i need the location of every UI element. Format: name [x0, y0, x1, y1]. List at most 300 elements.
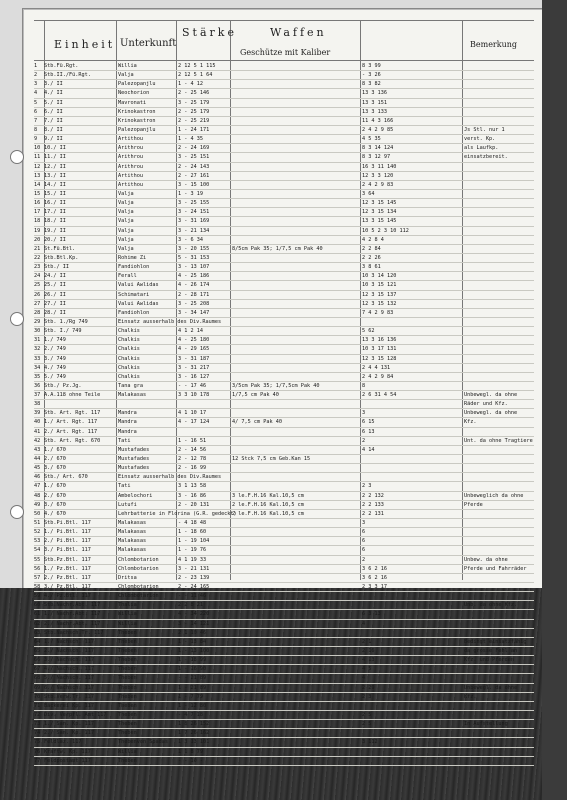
table-row [34, 254, 534, 263]
cell-strength: 1 - 13 100 [178, 648, 210, 654]
cell-strength: 3 - 25 208 [178, 300, 210, 307]
cell-unit: Stb.Nachsch.Tr. 117 [44, 629, 104, 636]
cell-unit: 4./ 749 [44, 364, 66, 371]
cell-nr: 17 [34, 209, 41, 216]
table-row [34, 693, 534, 702]
cell-unit: Stb. Art. Rgt. 670 [44, 437, 101, 444]
cell-mg: 8 3 82 [362, 81, 381, 88]
cell-origin: Artithou [118, 172, 143, 179]
cell-mg: 10 3 15 121 [362, 282, 397, 289]
cell-guns: 12 Stck 7,5 cm Geb.Kan 15 [232, 456, 311, 463]
cell-strength: 1 - 16 90 [178, 666, 207, 673]
cell-nr: 74 [34, 730, 41, 737]
table-row [34, 245, 534, 254]
cell-unit: 1./ San. Kp. 117 [44, 721, 94, 728]
table-row [34, 144, 534, 153]
cell-strength: 2 - 25 219 [178, 117, 210, 124]
cell-strength: 3 - 25 179 [178, 99, 210, 106]
table-row [34, 620, 534, 629]
table-row [34, 629, 534, 638]
cell-nr: 51 [34, 520, 41, 527]
table-row [34, 501, 534, 510]
cell-strength: 3 - 24 151 [178, 209, 210, 216]
cell-mg: 2 16 [362, 648, 375, 654]
cell-strength: 4 - 17 124 [178, 419, 210, 426]
table-row [34, 473, 534, 482]
cell-strength: 3 - 21 134 [178, 227, 210, 234]
table-row [34, 391, 534, 400]
cell-origin: Valja [118, 190, 134, 197]
cell-mg: 8 [362, 382, 366, 389]
cell-strength: 4 - 29 165 [178, 346, 210, 353]
cell-origin: Dritsa [118, 574, 137, 581]
cell-unit: 5./ Nachsch. 117 [44, 675, 94, 682]
cell-nr: 47 [34, 483, 41, 490]
cell-nr: 16 [34, 200, 41, 207]
table-row [34, 263, 534, 272]
table-row [34, 428, 534, 437]
cell-origin: Theben [118, 721, 137, 728]
cell-mg: - 3 26 [362, 72, 381, 79]
table-row [34, 418, 534, 427]
cell-strength: 2 - 12 78 [178, 456, 207, 463]
cell-origin: Valja [118, 236, 134, 243]
cell-mg: 7 4 2 9 83 [362, 309, 394, 316]
cell-mg: 4 2 8 4 [362, 236, 384, 243]
header-unit: Einheit [54, 38, 116, 51]
table-row [34, 684, 534, 693]
punch-hole [10, 505, 24, 519]
cell-unit: 5./ II [44, 99, 63, 106]
cell-nr: 4 [34, 90, 38, 97]
cell-origin: Thalia [118, 602, 137, 609]
cell-origin: Chlombotarion [118, 565, 159, 572]
cell-unit: 2./ San. Kp. 117 [44, 730, 94, 737]
cell-strength: 2 - 14 56 [178, 446, 207, 453]
cell-guns: 8/5cm Pak 35; 1/7,5 cm Pak 40 [232, 245, 323, 252]
table-row [34, 556, 534, 565]
header-remarks: Bemerkung [470, 40, 518, 49]
cell-nr: 43 [34, 446, 41, 453]
cell-nr: 39 [34, 410, 41, 417]
cell-strength: 1 - 4 12 [178, 81, 203, 88]
table-row [34, 437, 534, 446]
cell-origin: Valja [118, 227, 134, 234]
cell-mg: 2 1 [362, 638, 372, 645]
cell-origin: Mandra [118, 419, 137, 426]
cell-unit: 1./ Art. Rgt. 117 [44, 419, 98, 426]
cell-mg: 6 [362, 529, 366, 536]
cell-strength: 1 - 24 171 [178, 126, 210, 133]
cell-nr: 67 [34, 666, 41, 673]
ledger-rows [34, 62, 534, 766]
table-row [34, 638, 534, 647]
cell-nr: 54 [34, 547, 41, 554]
cell-origin: Theben [118, 657, 137, 664]
cell-mg: 6 3 13 [362, 611, 381, 618]
cell-unit: Stb.II./Fü.Rgt. [44, 72, 91, 79]
table-row [34, 300, 534, 309]
cell-origin: Theben [118, 693, 137, 700]
cell-strength: 3 - 16 127 [178, 373, 210, 380]
cell-strength: - 4 7 18 [178, 711, 203, 718]
cell-unit: 9./ II [44, 136, 63, 143]
cell-nr: 63 [34, 629, 41, 636]
cell-unit: 18./ II [44, 218, 66, 225]
cell-unit: 2./ 749 [44, 346, 66, 353]
cell-strength: 3 - 34 147 [178, 309, 210, 316]
cell-remark: Kfz. [464, 419, 477, 426]
cell-mg: 3 8 61 [362, 264, 381, 271]
cell-nr: 53 [34, 538, 41, 545]
table-row [34, 364, 534, 373]
cell-unit: 4./ Pz.Btl. 117 [44, 593, 91, 600]
cell-unit: 15./ II [44, 190, 66, 197]
cell-unit: 17./ II [44, 209, 66, 216]
table-row [34, 537, 534, 546]
cell-guns: 3 le.F.H.16 Kal.10,5 cm [232, 492, 304, 499]
cell-mg: 13 3 133 [362, 108, 387, 115]
cell-origin: Valja [118, 245, 134, 252]
table-row [34, 492, 534, 501]
cell-origin: Schimatari [118, 291, 150, 298]
table-row [34, 729, 534, 738]
cell-origin: Palezopanjlu [118, 126, 156, 133]
cell-strength: 2 - 28 171 [178, 291, 210, 298]
cell-origin: Malakasas [118, 520, 147, 527]
cell-strength: 3 - 21 131 [178, 565, 210, 572]
cell-remark: verst. Kp. [464, 136, 496, 143]
cell-origin: Theben [118, 684, 137, 691]
cell-origin: Arithrou [118, 145, 143, 152]
punch-hole [10, 150, 24, 164]
cell-strength: 4 - 25 186 [178, 273, 210, 280]
cell-origin: Mustafades [118, 446, 150, 453]
cell-strength: 2 - 20 131 [178, 501, 210, 508]
cell-mg: 12 3 15 132 [362, 300, 397, 307]
cell-mg: 2 3 [362, 483, 372, 490]
header-strength: Stärke [182, 26, 237, 39]
cell-mg: 2 2 26 [362, 254, 381, 261]
cell-strength: 3 - 13 107 [178, 264, 210, 271]
cell-mg: 8 3 12 97 [362, 154, 391, 161]
cell-guns: 2 le.F.H.16 Kal.10,5 cm [232, 510, 304, 517]
cell-strength: 4 - 26 174 [178, 282, 210, 289]
cell-nr: 35 [34, 373, 41, 380]
cell-nr: 14 [34, 181, 41, 188]
cell-nr: 65 [34, 648, 41, 654]
cell-unit: 28./ II [44, 309, 66, 316]
cell-origin: Mustafades [118, 465, 150, 472]
cell-unit: 2./ Pz.Btl. 117 [44, 574, 91, 581]
cell-nr: 32 [34, 346, 41, 353]
cell-nr: 77 [34, 757, 41, 764]
cell-unit: 1./ Pz.Btl. 117 [44, 565, 91, 572]
cell-mg: 10 5 2 3 10 112 [362, 227, 409, 234]
table-row [34, 208, 534, 217]
table-row [34, 592, 534, 601]
cell-origin: Ferall [118, 273, 137, 280]
cell-nr: 44 [34, 456, 41, 463]
cell-unit: 2./ Nachr.Abt. 117 [44, 620, 101, 627]
cell-nr: 62 [34, 620, 41, 627]
cell-unit: 13./ II [44, 172, 66, 179]
cell-mg: 3 6 2 16 [362, 565, 387, 572]
table-row [34, 108, 534, 117]
cell-unit: Stb./ II [44, 264, 69, 271]
table-row [34, 674, 534, 683]
cell-mg: 8 3 14 124 [362, 145, 394, 152]
table-row [34, 610, 534, 619]
cell-unit: 3./ 749 [44, 355, 66, 362]
cell-unit: Stb.Pi.Btl. 117 [44, 520, 91, 527]
cell-mg: 2 29 [362, 684, 375, 691]
cell-unit: 1./ 670 [44, 446, 66, 453]
cell-origin: Theben [118, 675, 137, 682]
cell-origin: Artithou [118, 181, 143, 188]
cell-strength: 4 1 10 17 [178, 410, 207, 417]
cell-strength: 2 1 10 46 [178, 629, 207, 636]
table-row [34, 227, 534, 236]
table-row [34, 574, 534, 583]
table-row [34, 519, 534, 528]
cell-strength: 3 - 14 121 [178, 620, 210, 627]
cell-guns: 2 le.F.H.16 Kal.10,5 cm [232, 501, 304, 508]
table-row [34, 510, 534, 519]
cell-origin: Lutufi [118, 501, 137, 508]
cell-mg: 8 3 99 [362, 63, 381, 69]
table-row [34, 601, 534, 610]
cell-strength: 1 - 4 35 [178, 136, 203, 143]
cell-unit: Div. Verpfl. Amt 117 [44, 711, 107, 718]
cell-remark: Unbeweglich da ohne [464, 492, 524, 499]
cell-strength: 3 1 13 58 [178, 483, 207, 490]
cell-unit: 4./ Nachsch. 117 [44, 666, 94, 673]
cell-unit: 14./ II [44, 181, 66, 188]
cell-nr: 73 [34, 721, 41, 728]
cell-unit: 6./ II [44, 108, 63, 115]
cell-unit: Kraftw. Kp. 117 [44, 748, 91, 755]
cell-unit: 3./ Nachsch. 117 [44, 657, 94, 664]
cell-strength: 5 - 31 153 [178, 254, 210, 261]
table-row [34, 565, 534, 574]
cell-strength: 1 - 21 89 [178, 684, 207, 691]
cell-mg: 4 14 [362, 446, 375, 453]
cell-mg: 2 4 2 9 84 [362, 373, 394, 380]
cell-origin: Lehrbatterie in Florina (G.R. gedeckt) [118, 510, 237, 517]
table-row [34, 291, 534, 300]
cell-nr: 42 [34, 437, 41, 444]
cell-origin: Willia [118, 611, 137, 618]
cell-nr: 69 [34, 684, 41, 691]
cell-mg: 3 [362, 520, 366, 527]
cell-mg: 2 4 2 9 83 [362, 181, 394, 188]
cell-nr: 23 [34, 264, 41, 271]
table-row [34, 528, 534, 537]
cell-origin: Ambelochori [118, 492, 153, 499]
cell-strength: 3 - 25 155 [178, 200, 210, 207]
cell-origin: Valja [118, 218, 134, 225]
cell-remark: Räder und Kfz. [464, 401, 508, 408]
cell-remark: Js Stl. nur 1 [464, 126, 505, 133]
cell-unit: 3./ Pz.Btl. 117 [44, 584, 91, 591]
cell-strength: 4 1 2 14 [178, 328, 203, 335]
cell-nr: 61 [34, 611, 41, 618]
cell-nr: 33 [34, 355, 41, 362]
scanner-edge [542, 0, 567, 800]
cell-remark: Bedingt einsatzfähig [464, 638, 527, 645]
table-row [34, 126, 534, 135]
cell-nr: 22 [34, 254, 41, 261]
cell-strength: 1 - 13 84 [178, 638, 207, 645]
cell-guns: 4/ 7,5 cm Pak 40 [232, 419, 282, 426]
cell-unit: St.Fü.Btl. [44, 245, 76, 252]
cell-origin: Fandiohlon [118, 309, 150, 316]
cell-strength: 1 7 26 162 [178, 730, 210, 737]
cell-nr: 48 [34, 492, 41, 499]
cell-nr: 29 [34, 318, 41, 325]
table-row [34, 482, 534, 491]
cell-nr: 9 [34, 136, 38, 143]
header-guns: Geschütze mit Kaliber [240, 48, 331, 57]
cell-strength: - - 17 46 [178, 382, 207, 389]
cell-mg: 6 13 [362, 428, 375, 435]
cell-nr: 5 [34, 99, 38, 106]
cell-origin: Valui Awlidas [118, 300, 159, 307]
cell-origin: Malakasas [118, 392, 147, 399]
cell-nr: 57 [34, 574, 41, 581]
cell-strength: 4 - 34 220 [178, 611, 210, 618]
cell-mg: 10 3 17 131 [362, 346, 397, 353]
cell-strength: 2 12 5 1 115 [178, 63, 216, 69]
table-row [34, 327, 534, 336]
cell-unit: A.A.118 ohne Teile [44, 392, 101, 399]
cell-remark: Pferde [464, 501, 483, 508]
cell-nr: 26 [34, 291, 41, 298]
cell-strength: 1 - 19 104 [178, 538, 210, 545]
cell-unit: 25./ II [44, 282, 66, 289]
cell-origin: Chlombotarion [118, 593, 159, 600]
table-row [34, 738, 534, 747]
cell-origin: Einsatz ausserhalb des Div.Raumes [118, 474, 222, 481]
cell-strength: 3 - 6 34 [178, 236, 203, 243]
table-row [34, 190, 534, 199]
table-row [34, 80, 534, 89]
cell-unit: 3./ 670 [44, 465, 66, 472]
cell-nr: 58 [34, 584, 41, 591]
cell-origin: Willia [118, 63, 137, 69]
cell-strength: 2 - 24 143 [178, 163, 210, 170]
cell-strength: 2 - 16 99 [178, 465, 207, 472]
cell-unit: 6./ Nachsch. 117 [44, 684, 94, 691]
cell-unit: Stb.Pz.Btl. 117 [44, 556, 91, 563]
cell-origin: Malakasas [118, 529, 147, 536]
cell-mg: 4 5 35 [362, 136, 381, 143]
cell-unit: 3./ II [44, 81, 63, 88]
table-row [34, 236, 534, 245]
cell-origin: Einsatz ausserhalb des Div.Raumes [118, 318, 222, 325]
cell-remark: Pferde und Fahrräder [464, 565, 527, 572]
cell-unit: Stb. Art. Rgt. 117 [44, 410, 101, 417]
cell-strength: 1 - 7 79 [178, 693, 203, 700]
table-row [34, 62, 534, 71]
cell-origin: Theben [118, 666, 137, 673]
cell-origin: Tati [118, 483, 131, 490]
cell-mg: 3 112 [362, 739, 378, 746]
cell-unit: 2./ 670 [44, 456, 66, 463]
cell-origin: Theben [118, 648, 137, 654]
cell-origin: Valja [118, 200, 134, 207]
cell-mg: 12 3 15 137 [362, 291, 397, 298]
cell-origin: Chalkis [118, 328, 140, 335]
cell-strength: 1 3 13 101 [178, 739, 210, 746]
cell-remark: Kfz. [464, 693, 477, 700]
cell-nr: 50 [34, 510, 41, 517]
cell-mg: 3 6 2 16 [362, 574, 387, 581]
cell-origin: Chalkis [118, 346, 140, 353]
cell-strength: 3 - 31 169 [178, 218, 210, 225]
table-row [34, 382, 534, 391]
cell-nr: 19 [34, 227, 41, 234]
cell-guns: 1/7,5 cm Pak 40 [232, 392, 279, 399]
table-row [34, 455, 534, 464]
cell-origin: Tati [118, 437, 131, 444]
cell-mg: 2 6 31 4 54 [362, 392, 397, 399]
cell-mg: 2 2 131 [362, 510, 384, 517]
cell-strength: 3 - 25 151 [178, 154, 210, 161]
cell-nr: 37 [34, 392, 41, 399]
cell-nr: 60 [34, 602, 41, 609]
cell-unit: Stb./ Pz.Jg. [44, 382, 82, 389]
cell-strength: 4 1 19 33 [178, 556, 207, 563]
cell-unit: Feldpostamt 117 [44, 757, 91, 764]
cell-mg: 13 3 16 136 [362, 337, 397, 344]
cell-mg: 2 3 3 17 [362, 584, 387, 591]
cell-unit: Bäckerei Kp. 117 [44, 702, 94, 709]
cell-nr: 72 [34, 711, 41, 718]
cell-origin: Fandiohlon [118, 264, 150, 271]
cell-strength: 2 - 24 169 [178, 145, 210, 152]
cell-unit: 3./ 670 [44, 501, 66, 508]
cell-unit: 1./ Nachr.Abt. 117 [44, 611, 101, 618]
cell-strength: 2 12 5 1 64 [178, 72, 213, 79]
cell-mg: 2 4 2 9 85 [362, 126, 394, 133]
cell-nr: 25 [34, 282, 41, 289]
table-row [34, 272, 534, 281]
cell-strength: 2 2 8 21 [178, 602, 203, 609]
cell-origin: Mavronati [118, 99, 147, 106]
cell-nr: 20 [34, 236, 41, 243]
cell-nr: 36 [34, 382, 41, 389]
cell-remark: Unb. da ohne Kfz. [464, 602, 518, 609]
cell-mg: 4 13 [362, 657, 375, 664]
cell-mg: 2 2 132 [362, 492, 384, 499]
cell-origin: Krinokastron [118, 108, 156, 115]
cell-nr: 68 [34, 675, 41, 682]
cell-mg: 2 [362, 556, 366, 563]
cell-unit: Stb. 1./Rg 749 [44, 318, 88, 325]
table-row [34, 757, 534, 766]
cell-mg: 2 4 4 131 [362, 364, 391, 371]
cell-strength: 2 - 25 179 [178, 108, 210, 115]
cell-mg: 12 3 3 120 [362, 172, 394, 179]
cell-nr: 12 [34, 163, 41, 170]
cell-strength: 3 - 31 217 [178, 364, 210, 371]
cell-unit: Stb.Fü.Rgt. [44, 63, 79, 69]
cell-unit: Feldlaz. 117 [44, 739, 82, 746]
cell-unit: 4./ 670 [44, 510, 66, 517]
cell-nr: 7 [34, 117, 38, 124]
